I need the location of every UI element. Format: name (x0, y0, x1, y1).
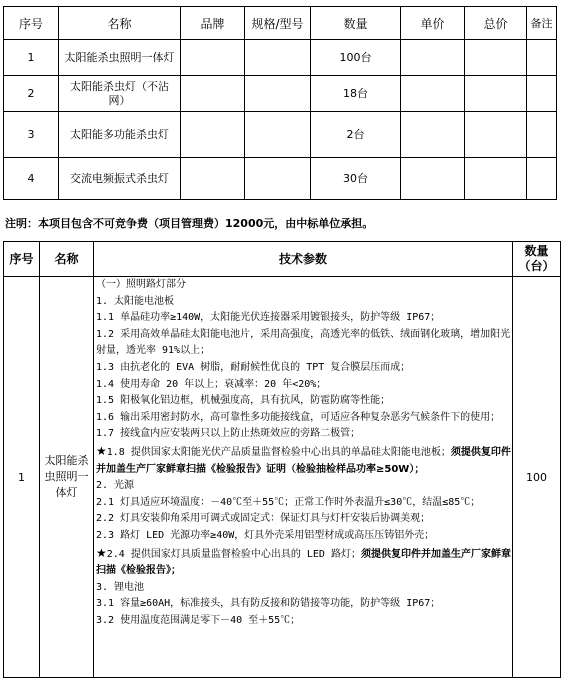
row-unit-price (401, 40, 465, 76)
header-remark: 备注 (527, 7, 557, 40)
table-row (4, 40, 557, 76)
row-brand (181, 112, 245, 158)
row-unit-price (401, 158, 465, 200)
project-note: 注明：本项目包含不可竞争费（项目管理费）12000元，由中标单位承担。 (5, 217, 374, 230)
spec-line: 1.2 采用高效单晶硅太阳能电池片，采用高强度，高透光率的低铁、绒面钢化玻璃，增加阳光射量，透光率 91%以上； (96, 328, 511, 357)
spec-line: 2.3 路灯 LED 光源功率≥40W，灯具外壳采用铝型材成或高压压铸铝外壳； (96, 529, 435, 541)
spec-subheading: 1. 太阳能电池板 (96, 295, 175, 307)
row-no: 4 (4, 158, 59, 200)
row-model (245, 158, 311, 200)
spec-header-no: 序号 (4, 242, 40, 277)
spec-line: （一）照明路灯部分 (96, 279, 186, 290)
spec-line: 1.5 阳极氧化铝边框，机械强度高，具有抗风，防雹防腐等性能； (96, 395, 391, 407)
header-name: 名称 (59, 7, 181, 40)
header-model: 规格/型号 (245, 7, 311, 40)
row-unit-price (401, 112, 465, 158)
row-qty: 2台 (311, 112, 401, 158)
spec-line: 3.2 使用温度范围满足零下－40 至＋55℃； (96, 614, 301, 626)
price-table (3, 6, 557, 200)
row-total (465, 112, 527, 158)
spec-line: 1.1 单晶硅功率≥140W，太阳能光伏连接器采用镀银接头，防护等级 IP67； (96, 312, 441, 324)
row-remark (527, 112, 557, 158)
row-qty: 18台 (311, 76, 401, 112)
row-brand (181, 40, 245, 76)
spec-line: 1.3 由抗老化的 EVA 树脂，耐耐候性优良的 TPT 复合膜层压而成； (96, 361, 411, 373)
spec-line: 1.6 输出采用密封防水，高可靠性多功能接线盒，可适应各种复杂恶劣气候条件下的使用； (96, 411, 501, 423)
row-qty: 30台 (311, 158, 401, 200)
table-row (4, 112, 557, 158)
spec-header-qty: 数量（台） (513, 242, 561, 277)
row-no: 2 (4, 76, 59, 112)
row-remark (527, 40, 557, 76)
row-total (465, 40, 527, 76)
spec-line-bold: 须提供复印件并加盖生产厂家鲜章扫描《检验报告》证明（检验抽检样品功率≥50W）； (96, 446, 511, 475)
star-icon: ★ (96, 443, 107, 458)
spec-line-bold: 须提供复印件并加盖生产厂家鲜章扫描《检验报告》； (96, 548, 511, 577)
spec-line-starred (96, 443, 512, 478)
price-table-header (4, 7, 557, 40)
spec-line: 2.1 灯具适应环境温度：－40℃至＋55℃；正常工作时外表温升≤30℃，结温≤85℃； (96, 496, 481, 508)
row-model (245, 76, 311, 112)
row-model (245, 112, 311, 158)
row-unit-price (401, 76, 465, 112)
row-brand (181, 158, 245, 200)
row-brand (181, 76, 245, 112)
spec-row-name: 太阳能杀虫照明一体灯 (40, 277, 94, 678)
row-name: 太阳能多功能杀虫灯 (59, 112, 181, 158)
spec-row-params (94, 277, 513, 678)
row-total (465, 76, 527, 112)
table-row (4, 158, 557, 200)
row-name: 太阳能杀虫灯（不沾网） (59, 76, 181, 112)
spec-header-spec: 技术参数 (94, 242, 513, 277)
row-qty: 100台 (311, 40, 401, 76)
table-row (4, 277, 561, 678)
header-brand: 品牌 (181, 7, 245, 40)
spec-line: 2.2 灯具安装仰角采用可调式或固定式：保证灯具与灯杆安装后协调美观； (96, 513, 431, 525)
spec-subheading: 3. 锂电池 (96, 581, 145, 593)
spec-line-text: 1.8 提供国家太阳能光伏产品质量监督检验中心出具的单晶硅太阳能电池板； (106, 446, 451, 458)
spec-line: 1.7 接线盒内应安装两只以上防止热斑效应的旁路二极管； (96, 428, 361, 440)
spec-row-qty: 100 (513, 277, 561, 678)
spec-table-header (4, 242, 561, 277)
spec-row-no: 1 (4, 277, 40, 678)
row-name: 交流电频振式杀虫灯 (59, 158, 181, 200)
row-name: 太阳能杀虫照明一体灯 (59, 40, 181, 76)
row-no: 1 (4, 40, 59, 76)
header-qty: 数量 (311, 7, 401, 40)
spec-table (3, 241, 561, 678)
spec-line-text: 2.4 提供国家灯具质量监督检验中心出具的 LED 路灯； (106, 548, 361, 560)
row-total (465, 158, 527, 200)
spec-line-starred (96, 545, 512, 580)
header-unit-price: 单价 (401, 7, 465, 40)
row-remark (527, 76, 557, 112)
star-icon: ★ (96, 545, 107, 560)
table-row (4, 76, 557, 112)
spec-subheading: 2. 光源 (96, 480, 135, 492)
row-model (245, 40, 311, 76)
row-no: 3 (4, 112, 59, 158)
header-total: 总价 (465, 7, 527, 40)
spec-line: 1.4 使用寿命 20 年以上；衰减率：20 年<20%； (96, 378, 327, 390)
row-remark (527, 158, 557, 200)
spec-line: 3.1 容量≥60AH，标准接头，具有防反接和防错接等功能，防护等级 IP67； (96, 598, 441, 610)
spec-header-name: 名称 (40, 242, 94, 277)
header-no: 序号 (4, 7, 59, 40)
